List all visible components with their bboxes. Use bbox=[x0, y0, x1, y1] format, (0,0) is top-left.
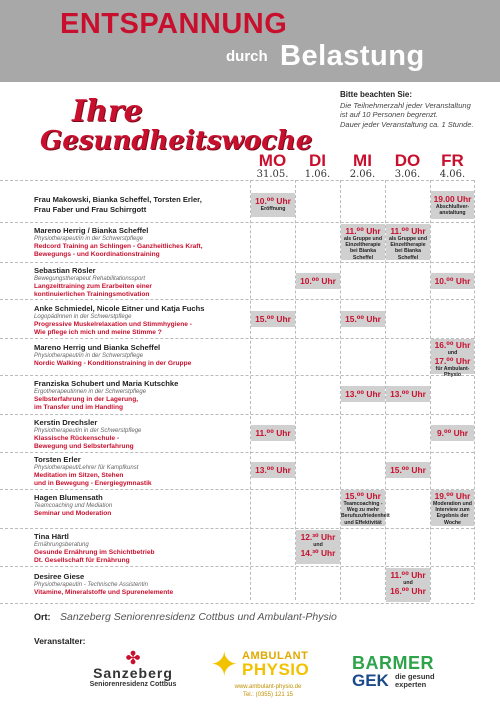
day-date: 4.06. bbox=[439, 169, 466, 180]
grid-line bbox=[0, 489, 474, 490]
event-cell bbox=[251, 425, 295, 441]
grid-line bbox=[474, 180, 475, 600]
row-name: Franziska Schubert und Maria Kutschke bbox=[34, 379, 179, 388]
event-time: 15.⁰⁰ Uhr bbox=[345, 491, 381, 501]
day-header-mo bbox=[250, 152, 295, 181]
row-role: Physiotherapeut/in in der Schwerstpflege bbox=[34, 235, 144, 242]
notice-title: Bitte beachten Sie: bbox=[340, 90, 413, 99]
ambulant-website: www.ambulant-physio.de bbox=[234, 684, 302, 690]
event-cell bbox=[251, 193, 295, 217]
day-date: 31.05. bbox=[256, 169, 289, 180]
event-note: und bbox=[447, 350, 458, 356]
event-time: 16.⁰⁰ Uhr bbox=[390, 586, 426, 597]
row-name: Tina Härtl bbox=[34, 532, 69, 541]
notice-line: Die Teilnehmerzahl jeder Veranstaltung bbox=[340, 100, 471, 110]
schedule-row bbox=[34, 266, 246, 299]
event-note: als Gruppe und Einzeltherapie bei Bianka Scheffel bbox=[388, 236, 428, 261]
schedule-row bbox=[34, 493, 246, 518]
row-role: Teamcoaching und Mediation bbox=[34, 502, 113, 509]
grid-line bbox=[0, 338, 474, 339]
row-topic: kontinuierlichen Trainingsmotivation bbox=[34, 291, 150, 299]
day-header-di bbox=[295, 152, 340, 181]
day-header-fr bbox=[430, 152, 475, 181]
gek-text: GEK bbox=[352, 671, 389, 690]
location-value: Sanzeberg Seniorenresidenz Cottbus und Ambulant-Physio bbox=[60, 611, 337, 623]
day-name: DO bbox=[394, 151, 421, 170]
event-note: und bbox=[403, 580, 413, 586]
row-name: Torsten Erler bbox=[34, 455, 81, 464]
event-cell bbox=[296, 530, 340, 564]
notice-line: Dauer jeder Veranstaltung ca. 1 Stunde. bbox=[340, 119, 474, 129]
title-durch: durch bbox=[226, 48, 268, 65]
event-time: 10.⁰⁰ Uhr bbox=[255, 196, 291, 206]
row-name: Desiree Giese bbox=[34, 572, 85, 581]
row-role: Physiotherapeutin in der Schwerstpflege bbox=[34, 427, 142, 434]
event-time: 15.⁰⁰ Uhr bbox=[255, 314, 291, 324]
row-topic: Klassische Rückenschule - bbox=[34, 435, 120, 443]
day-header-mi bbox=[340, 152, 385, 181]
sanzeberg-subtitle: Seniorenresidenz Cottbus bbox=[89, 681, 177, 688]
barmer-gek-logo bbox=[352, 653, 462, 690]
event-cell bbox=[431, 339, 474, 379]
leaf-icon: ✤ bbox=[125, 648, 141, 668]
row-topic: Nordic Walking - Konditionstraining in der Gruppe bbox=[34, 360, 192, 368]
event-time: 15.⁰⁰ Uhr bbox=[345, 314, 381, 324]
row-name: Frau Makowski, Bianka Scheffel, Torsten Erler, bbox=[34, 195, 202, 204]
day-name: DI bbox=[309, 151, 326, 170]
event-note: Eröffnung bbox=[260, 206, 286, 212]
event-time: 15.⁰⁰ Uhr bbox=[390, 465, 426, 475]
event-time: 14.³⁰ Uhr bbox=[300, 548, 336, 559]
event-cell bbox=[386, 568, 430, 602]
ambulant-line1: AMBULANT bbox=[242, 650, 309, 662]
row-topic: Vitamine, Mineralstoffe und Spurenelemente bbox=[34, 589, 174, 597]
day-date: 1.06. bbox=[304, 169, 331, 180]
row-role: Physiotherapeutin - Technische Assistentin bbox=[34, 581, 148, 588]
row-topic: im Transfer und im Handling bbox=[34, 404, 124, 412]
organizer-label: Veranstalter: bbox=[34, 636, 86, 646]
grid-line bbox=[0, 180, 474, 181]
row-name: Hagen Blumensath bbox=[34, 493, 103, 502]
row-topic: Langzeittraining zum Erarbeiten einer bbox=[34, 283, 152, 291]
row-topic: Seminar und Moderation bbox=[34, 510, 112, 518]
event-cell bbox=[251, 462, 295, 478]
event-note: Abschlußver-anstaltung bbox=[435, 204, 470, 217]
day-date: 3.06. bbox=[394, 169, 421, 180]
schedule-row bbox=[34, 343, 246, 368]
grid-line bbox=[0, 414, 474, 415]
event-time: 11.⁰⁰ Uhr bbox=[255, 428, 291, 438]
grid-line bbox=[0, 375, 474, 376]
event-time: 11.⁰⁰ Uhr bbox=[390, 570, 426, 580]
location-label: Ort: bbox=[34, 612, 51, 622]
schedule-row bbox=[34, 379, 246, 412]
event-note: für Ambulant-Physio bbox=[435, 366, 470, 379]
title-belastung: Belastung bbox=[280, 40, 425, 72]
schedule-row bbox=[34, 304, 246, 337]
row-role: Ergotherapeutinnen in der Schwerstpflege bbox=[34, 388, 147, 395]
row-topic: Meditation im Sitzen, Stehen bbox=[34, 472, 124, 480]
event-time: 11.⁰⁰ Uhr bbox=[345, 226, 381, 236]
row-name: Mareno Herrig und Bianka Scheffel bbox=[34, 343, 161, 352]
event-note: und bbox=[313, 542, 323, 548]
event-time: 9.⁰⁰ Uhr bbox=[436, 428, 469, 438]
grid-line bbox=[0, 262, 474, 263]
event-time: 13.⁰⁰ Uhr bbox=[345, 389, 381, 399]
row-name: Kerstin Drechsler bbox=[34, 418, 98, 427]
event-cell bbox=[341, 224, 385, 260]
notice-box bbox=[340, 90, 490, 129]
event-time: 13.⁰⁰ Uhr bbox=[390, 389, 426, 399]
day-name: FR bbox=[441, 151, 464, 170]
event-time: 11.⁰⁰ Uhr bbox=[390, 226, 426, 236]
row-name: Sebastian Rösler bbox=[34, 266, 96, 275]
event-cell bbox=[386, 386, 430, 402]
row-topic: Redcord Training an Schlingen - Ganzheitliches Kraft, bbox=[34, 243, 203, 251]
event-cell bbox=[386, 224, 430, 260]
row-role: Logopädinnen in der Schwerstpflege bbox=[34, 313, 132, 320]
event-time: 10.⁰⁰ Uhr bbox=[434, 276, 471, 286]
row-name: Anke Schmiedel, Nicole Eitner und Katja Fuchs bbox=[34, 304, 205, 313]
event-time: 16.⁰⁰ Uhr bbox=[434, 340, 471, 350]
event-cell bbox=[296, 273, 340, 289]
grid-line bbox=[0, 452, 474, 453]
event-time: 19.⁰⁰ Uhr bbox=[434, 491, 471, 501]
schedule-row bbox=[34, 572, 246, 597]
title-entspannung: ENTSPANNUNG bbox=[60, 8, 288, 40]
row-role: Ernährungsberatung bbox=[34, 541, 89, 548]
day-date: 2.06. bbox=[349, 169, 376, 180]
row-role: Bewegungstherapeut Rehabilitationssport bbox=[34, 275, 146, 282]
schedule-row bbox=[34, 195, 246, 214]
event-note: Moderation und Interview zum Ergebnis der Woche bbox=[433, 501, 472, 526]
grid-line bbox=[0, 603, 474, 604]
row-topic: Gesunde Ernährung im Schichtbetrieb bbox=[34, 549, 155, 557]
script-title-gesundheitswoche: Gesundheitswoche bbox=[40, 126, 313, 156]
event-time: 17.⁰⁰ Uhr bbox=[434, 356, 471, 367]
row-name: Mareno Herrig / Bianka Scheffel bbox=[34, 226, 149, 235]
grid-line bbox=[430, 180, 431, 600]
row-name: Frau Faber und Frau Schirrgott bbox=[34, 204, 147, 214]
day-name: MO bbox=[258, 151, 287, 170]
grid-line bbox=[250, 180, 251, 600]
header-band bbox=[0, 0, 500, 82]
schedule-row bbox=[34, 532, 246, 565]
event-time: 19.00 Uhr bbox=[433, 194, 472, 204]
event-cell bbox=[386, 462, 430, 478]
row-role: Physiotherapeut/in in der Schwerstpflege bbox=[34, 352, 144, 359]
event-note: Teamcoaching - Weg zu mehr Berufszufriedenheit und Effektivität bbox=[341, 501, 390, 526]
row-topic: Progressive Muskelrelaxation und Stimmhygiene - bbox=[34, 321, 192, 329]
event-cell bbox=[341, 386, 385, 402]
event-time: 10.⁰⁰ Uhr bbox=[300, 276, 336, 286]
schedule-row bbox=[34, 226, 246, 259]
grid-line bbox=[0, 566, 474, 567]
row-topic: Dt. Gesellschaft für Ernährung bbox=[34, 557, 130, 565]
row-topic: Selbsterfahrung in der Lagerung, bbox=[34, 396, 139, 404]
barmer-slogan: die gesund experten bbox=[395, 672, 435, 689]
grid-line bbox=[0, 528, 474, 529]
grid-line bbox=[0, 222, 474, 223]
event-cell bbox=[431, 191, 474, 219]
event-cell bbox=[341, 311, 385, 327]
day-header-do bbox=[385, 152, 430, 181]
row-topic: Wie pflege ich mich und meine Stimme ? bbox=[34, 329, 162, 337]
event-cell bbox=[341, 490, 390, 526]
day-name: MI bbox=[353, 151, 372, 170]
schedule-row bbox=[34, 455, 246, 488]
grid-line bbox=[0, 299, 474, 300]
event-cell bbox=[251, 311, 295, 327]
schedule-row bbox=[34, 418, 246, 451]
sanzeberg-logo bbox=[78, 650, 188, 689]
barmer-text: BARMER bbox=[352, 653, 434, 673]
event-cell bbox=[431, 273, 474, 289]
row-topic: Bewegungs - und Koordinationstraining bbox=[34, 251, 160, 259]
sanzeberg-name: Sanzeberg bbox=[93, 665, 173, 681]
row-topic: Bewegung und Selbsterfahrung bbox=[34, 443, 134, 451]
event-note: als Gruppe und Einzeltherapie bei Bianka Scheffel bbox=[343, 236, 383, 261]
row-role: Physiotherapeut/Lehrer für Kampfkunst bbox=[34, 464, 139, 471]
event-cell bbox=[431, 425, 474, 441]
location-line bbox=[34, 611, 337, 623]
event-cell bbox=[431, 490, 474, 526]
script-title-ihre: Ihre bbox=[72, 94, 143, 129]
notice-line: ist auf 10 Personen begrenzt. bbox=[340, 110, 438, 119]
event-time: 13.⁰⁰ Uhr bbox=[255, 465, 291, 475]
person-figure-icon: ✦ bbox=[210, 646, 239, 684]
event-time: 12.³⁰ Uhr bbox=[300, 532, 336, 542]
ambulant-line2: PHYSIO bbox=[242, 660, 310, 679]
ambulant-phone: Tel.: (0355) 121 15 bbox=[242, 692, 294, 698]
row-topic: und in Bewegung - Energiegymnastik bbox=[34, 480, 152, 488]
